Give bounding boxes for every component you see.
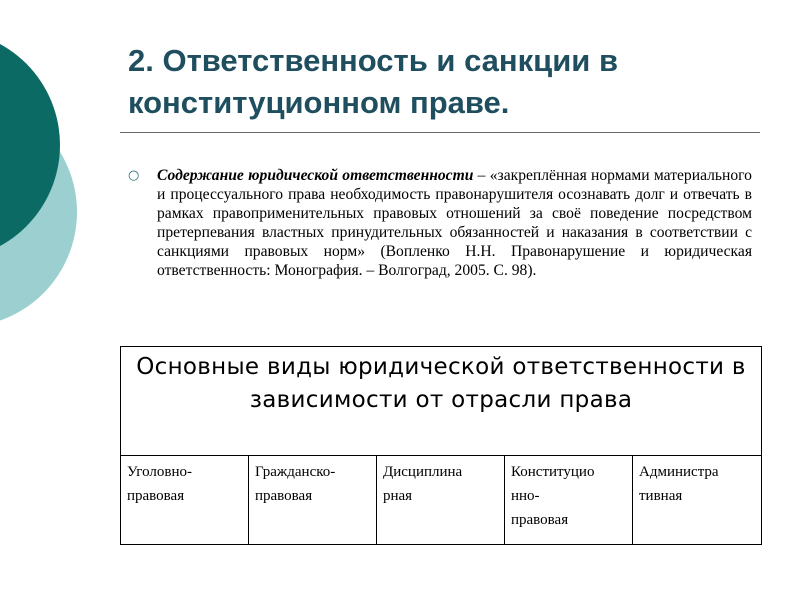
definition-paragraph	[157, 166, 752, 280]
table-header: Основные виды юридической ответственности в зависимости от отрасли права	[121, 347, 762, 456]
definition-text: – «закреплённая нормами материального и процессуального права необходимость правонарушителя осознавать долг и отвечать в рамках правоприменительных правовых отношений за своё поведение посредством претерпевания властных принудительных обязанностей и наказания в соответствии с санкциями правовых норм» (Вопленко Н.Н. Правонарушение и юридическая ответственность: Монография. – Волгоград, 2005. С. 98).	[157, 167, 752, 279]
cell-administrative: Администра тивная	[633, 456, 762, 545]
cell-criminal: Уголовно- правовая	[121, 456, 249, 545]
cell-civil: Гражданско- правовая	[249, 456, 377, 545]
title-divider	[120, 132, 760, 133]
liability-types-table	[120, 346, 762, 545]
slide-title: 2. Ответственность и санкции в конституционном праве.	[128, 43, 619, 120]
bullet-marker: ○	[128, 168, 140, 183]
decorative-circles	[0, 0, 120, 330]
cell-constitutional: Конституцио нно- правовая	[505, 456, 633, 545]
definition-term: Содержание юридической ответственности	[157, 167, 474, 184]
cell-disciplinary: Дисциплина рная	[377, 456, 505, 545]
